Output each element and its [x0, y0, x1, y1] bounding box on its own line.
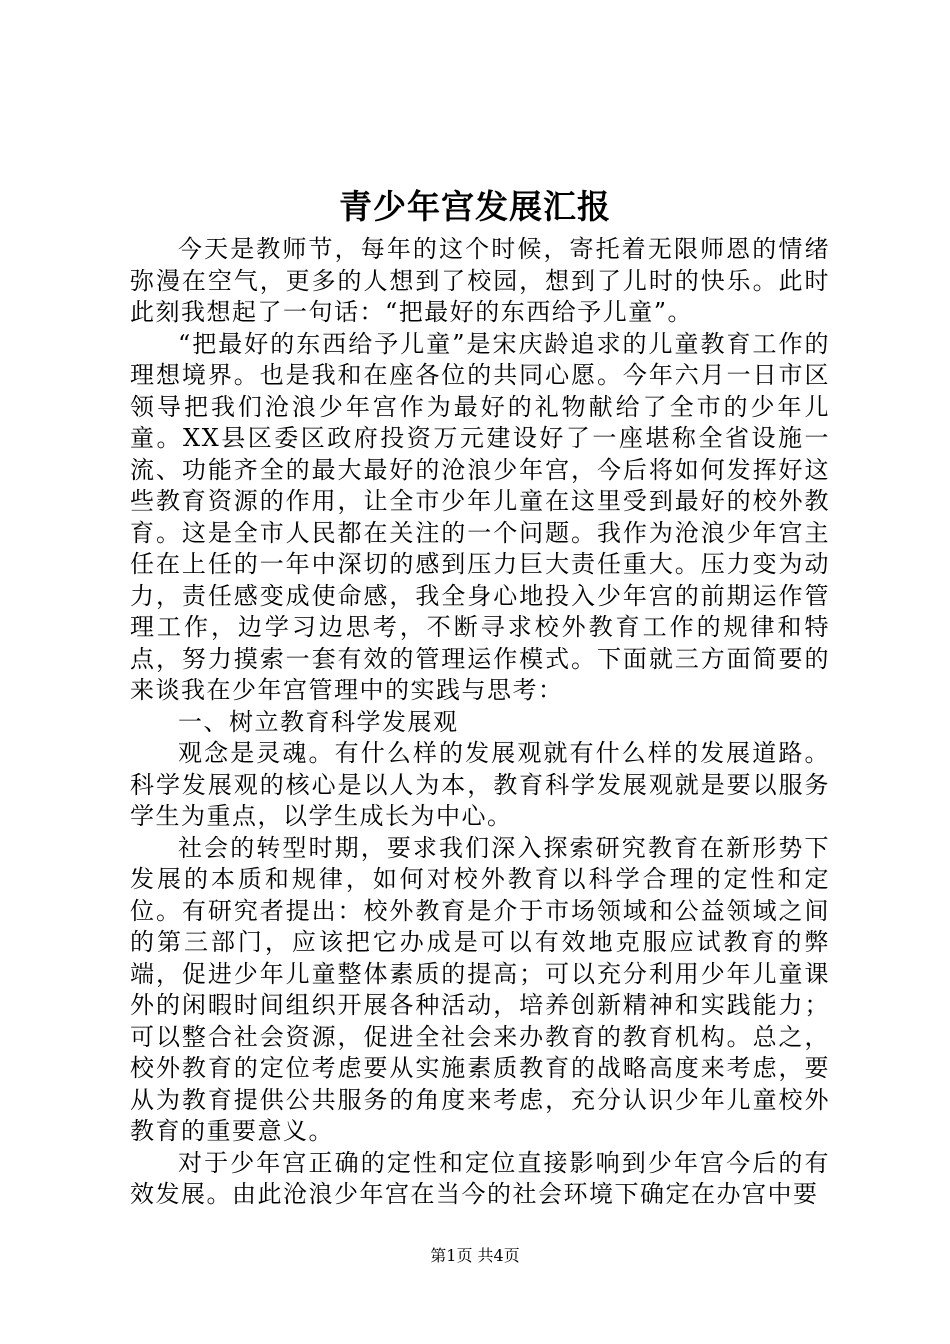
paragraph-social-transition: 社会的转型时期，要求我们深入探索研究教育在新形势下发展的本质和规律，如何对校外教育以科学合理的定性和定位。有研究者提出：校外教育是介于市场领域和公益领域之间的第三部门，应该把它办成是可以有效地克服应试教育的弊端，促进少年儿童整体素质的提高；可以充分利用少年儿童课外的闲暇时间组织开展各种活动，培养创新精神和实践能力；可以整合社会资源，促进全社会来办教育的教育机构。总之，校外教育的定位考虑要从实施素质教育的战略高度来考虑，要从为教育提供公共服务的角度来考虑，充分认识少年儿童校外教育的重要意义。 — [130, 833, 830, 1145]
page-footer: 第1页 共4页 — [430, 1246, 520, 1265]
paragraph-background: “把最好的东西给予儿童”是宋庆龄追求的儿童教育工作的理想境界。也是我和在座各位的共同心愿。今年六月一日市区领导把我们沧浪少年宫作为最好的礼物献给了全市的少年儿童。XX县区委区政府投资万元建设好了一座堪称全省设施一流、功能齐全的最大最好的沧浪少年宫，今后将如何发挥好这些教育资源的作用，让全市少年儿童在这里受到最好的校外教育。这是全市人民都在关注的一个问题。我作为沧浪少年宫主任在上任的一年中深切的感到压力巨大责任重大。压力变为动力，责任感变成使命感，我全身心地投入少年宫的前期运作管理工作，边学习边思考，不断寻求校外教育工作的规律和特点，努力摸索一套有效的管理运作模式。下面就三方面简要的来谈我在少年宫管理中的实践与思考： — [130, 329, 830, 704]
paragraph-intro: 今天是教师节，每年的这个时候，寄托着无限师恩的情绪弥漫在空气，更多的人想到了校园，想到了儿时的快乐。此时此刻我想起了一句话：“把最好的东西给予儿童”。 — [130, 235, 830, 326]
document-body — [130, 234, 830, 1211]
document-title: 青少年宫发展汇报 — [339, 187, 611, 226]
paragraph-concept: 观念是灵魂。有什么样的发展观就有什么样的发展道路。科学发展观的核心是以人为本，教育科学发展观就是要以服务学生为重点，以学生成长为中心。 — [130, 739, 830, 830]
paragraph-positioning: 对于少年宫正确的定性和定位直接影响到少年宫今后的有效发展。由此沧浪少年宫在当今的社会环境下确定在办宫中要 — [130, 1148, 830, 1208]
section-heading-1: 一、树立教育科学发展观 — [178, 707, 459, 736]
